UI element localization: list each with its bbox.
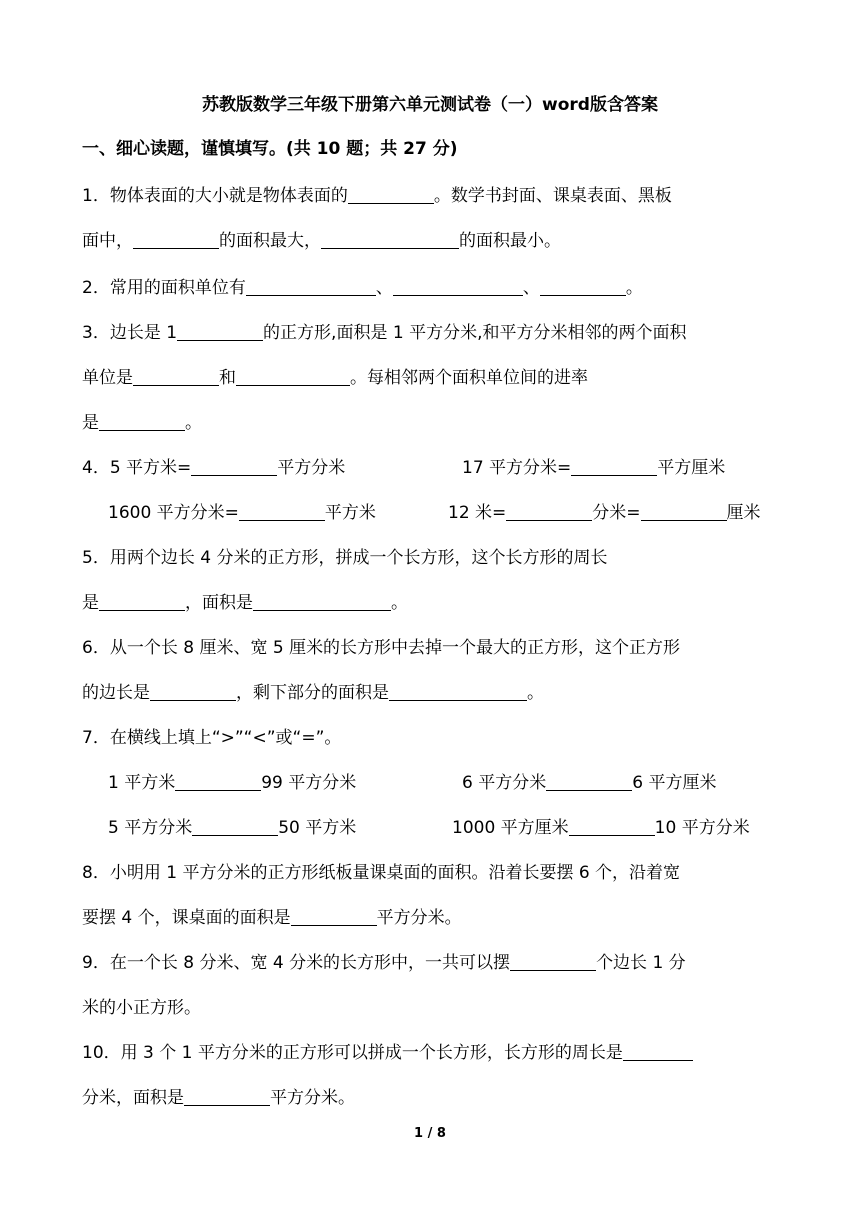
answer-blank[interactable] bbox=[133, 230, 219, 249]
question-3-line-3 bbox=[82, 410, 202, 436]
question-10-text: 分米，面积是 bbox=[82, 1088, 184, 1108]
question-7-text: 99 平方分米 bbox=[261, 773, 357, 793]
section-heading: 一、细心读题，谨慎填写。(共 10 题；共 27 分) bbox=[82, 139, 458, 159]
question-1-text: 的面积最大， bbox=[219, 231, 321, 251]
answer-blank[interactable] bbox=[546, 772, 632, 791]
separator: 、 bbox=[375, 278, 393, 298]
question-8-text: 要摆 4 个，课桌面的面积是 bbox=[82, 908, 291, 928]
question-1-line-1 bbox=[82, 183, 672, 209]
question-4-text: 12 米= bbox=[448, 503, 507, 523]
question-6-line-1 bbox=[82, 635, 680, 661]
question-3-line-2 bbox=[82, 365, 588, 391]
answer-blank[interactable] bbox=[291, 907, 377, 926]
question-7-line-1 bbox=[82, 725, 341, 751]
question-9-text: 米的小正方形。 bbox=[82, 998, 201, 1018]
question-7-row-1b bbox=[462, 770, 716, 796]
question-8-text: 8．小明用 1 平方分米的正方形纸板量课桌面的面积。沿着长要摆 6 个，沿着宽 bbox=[82, 863, 681, 883]
question-8-line-2 bbox=[82, 905, 462, 931]
question-4-line-2 bbox=[108, 500, 376, 526]
question-7-row-2b bbox=[452, 815, 750, 841]
question-10-line-1 bbox=[82, 1040, 693, 1066]
question-5-text: 是 bbox=[82, 593, 99, 613]
answer-blank[interactable] bbox=[641, 502, 727, 521]
answer-blank[interactable] bbox=[510, 952, 596, 971]
question-7-row-2a bbox=[108, 815, 356, 841]
separator: 、 bbox=[522, 278, 540, 298]
question-9-line-2 bbox=[82, 995, 201, 1021]
answer-blank[interactable] bbox=[253, 592, 391, 611]
question-7-text: 50 平方米 bbox=[278, 818, 357, 838]
question-4-text: 平方米 bbox=[324, 503, 376, 523]
question-7-text: 10 平方分米 bbox=[654, 818, 750, 838]
answer-blank[interactable] bbox=[133, 367, 219, 386]
answer-blank[interactable] bbox=[571, 457, 657, 476]
question-2-text: 2．常用的面积单位有 bbox=[82, 278, 246, 298]
answer-blank[interactable] bbox=[177, 322, 263, 341]
question-9-text: 个边长 1 分 bbox=[596, 953, 686, 973]
question-9-text: 9．在一个长 8 分米、宽 4 分米的长方形中，一共可以摆 bbox=[82, 953, 511, 973]
document-title: 苏教版数学三年级下册第六单元测试卷（一）word版含答案 bbox=[202, 95, 658, 115]
answer-blank[interactable] bbox=[393, 277, 523, 296]
question-3-text: 单位是 bbox=[82, 368, 133, 388]
answer-blank[interactable] bbox=[236, 367, 350, 386]
question-5-text: ，面积是 bbox=[185, 593, 253, 613]
answer-blank[interactable] bbox=[99, 592, 185, 611]
question-2-text: 。 bbox=[625, 278, 643, 298]
question-4-text: 1600 平方分米= bbox=[108, 503, 239, 523]
question-2-line-1 bbox=[82, 275, 643, 301]
question-3-line-1 bbox=[82, 320, 686, 346]
question-4-line-1b bbox=[462, 455, 725, 481]
question-4-line-1 bbox=[82, 455, 345, 481]
question-4-text: 分米= bbox=[592, 503, 641, 523]
question-10-text: 10．用 3 个 1 平方分米的正方形可以拼成一个长方形，长方形的周长是 bbox=[82, 1043, 623, 1063]
question-4-text: 17 平方分米= bbox=[462, 458, 572, 478]
answer-blank[interactable] bbox=[623, 1042, 693, 1061]
question-6-text: 6．从一个长 8 厘米、宽 5 厘米的长方形中去掉一个最大的正方形，这个正方形 bbox=[82, 638, 681, 658]
question-1-text: 。数学书封面、课桌表面、黑板 bbox=[433, 186, 672, 206]
answer-blank[interactable] bbox=[389, 682, 527, 701]
question-10-line-2 bbox=[82, 1085, 355, 1111]
question-3-text: 的正方形,面积是 1 平方分米,和平方分米相邻的两个面积 bbox=[263, 323, 687, 343]
question-1-text: 的面积最小。 bbox=[459, 231, 561, 251]
question-7-text: 6 平方分米 bbox=[462, 773, 547, 793]
question-4-text: 平方厘米 bbox=[657, 458, 726, 478]
question-8-line-1 bbox=[82, 860, 680, 886]
answer-blank[interactable] bbox=[99, 412, 185, 431]
question-3-text: 3．边长是 1 bbox=[82, 323, 178, 343]
question-3-text: 。 bbox=[185, 413, 202, 433]
question-3-text: 是 bbox=[82, 413, 99, 433]
question-5-line-1 bbox=[82, 545, 607, 571]
question-4-line-2b bbox=[448, 500, 761, 526]
question-3-text: 。每相邻两个面积单位间的进率 bbox=[350, 368, 588, 388]
question-3-text: 和 bbox=[219, 368, 236, 388]
question-8-text: 平方分米。 bbox=[376, 908, 462, 928]
answer-blank[interactable] bbox=[246, 277, 376, 296]
question-7-text: 1000 平方厘米 bbox=[452, 818, 569, 838]
question-5-text: 。 bbox=[391, 593, 408, 613]
question-7-text: 5 平方分米 bbox=[108, 818, 193, 838]
question-5-text: 5．用两个边长 4 分米的正方形，拼成一个长方形，这个长方形的周长 bbox=[82, 548, 608, 568]
question-7-text: 1 平方米 bbox=[108, 773, 176, 793]
question-1-line-2 bbox=[82, 228, 561, 254]
question-4-text: 4．5 平方米= bbox=[82, 458, 192, 478]
answer-blank[interactable] bbox=[540, 277, 626, 296]
question-4-text: 平方分米 bbox=[277, 458, 346, 478]
answer-blank[interactable] bbox=[348, 185, 434, 204]
question-6-text: 的边长是 bbox=[82, 683, 150, 703]
question-6-line-2 bbox=[82, 680, 544, 706]
question-7-text: 6 平方厘米 bbox=[632, 773, 717, 793]
answer-blank[interactable] bbox=[175, 772, 261, 791]
answer-blank[interactable] bbox=[191, 457, 277, 476]
question-7-text: 7．在横线上填上“>”“<”或“=”。 bbox=[82, 728, 342, 748]
question-1-text: 1．物体表面的大小就是物体表面的 bbox=[82, 186, 348, 206]
question-6-text: 。 bbox=[527, 683, 544, 703]
answer-blank[interactable] bbox=[569, 817, 655, 836]
question-9-line-1 bbox=[82, 950, 686, 976]
answer-blank[interactable] bbox=[184, 1087, 270, 1106]
question-6-text: ，剩下部分的面积是 bbox=[236, 683, 389, 703]
question-10-text: 平方分米。 bbox=[270, 1088, 355, 1108]
question-5-line-2 bbox=[82, 590, 408, 616]
question-7-row-1a bbox=[108, 770, 356, 796]
question-1-text: 面中， bbox=[82, 231, 133, 251]
answer-blank[interactable] bbox=[192, 817, 278, 836]
answer-blank[interactable] bbox=[321, 230, 459, 249]
answer-blank[interactable] bbox=[506, 502, 592, 521]
answer-blank[interactable] bbox=[150, 682, 236, 701]
question-4-text: 厘米 bbox=[726, 503, 761, 523]
page-number: 1 / 8 bbox=[414, 1126, 446, 1141]
answer-blank[interactable] bbox=[239, 502, 325, 521]
